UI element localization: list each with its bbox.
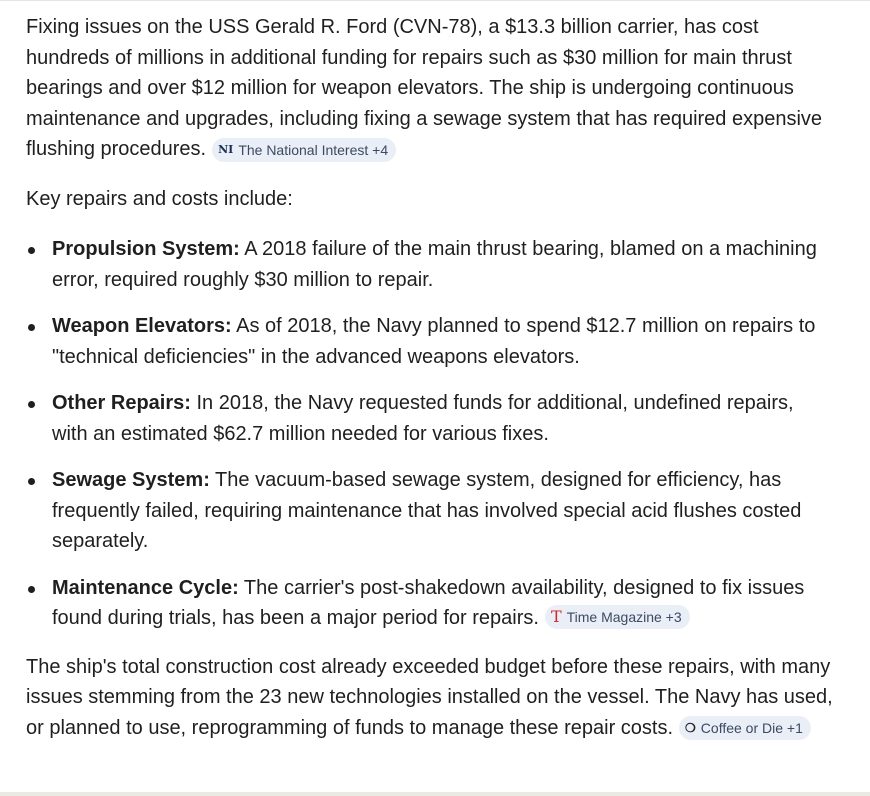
answer-content [26,12,834,743]
coffee-or-die-icon: ❍ [685,720,696,735]
time-magazine-icon: T [550,607,562,626]
national-interest-icon: NI [218,143,234,156]
list-item-text: The vacuum-based sewage system, designed for efficiency, has frequently failed, requiring maintenance that has involved special acid flushes costed separately. [52,469,802,552]
list-item-title: Propulsion System: [52,238,240,260]
list-item-text: A 2018 failure of the main thrust bearing, blamed on a machining error, required roughly $30 million to repair. [52,238,817,291]
source-chip-time-magazine[interactable] [545,605,690,629]
list-item-text: The carrier's post-shakedown availability, designed to fix issues found during trials, has been a major period for repairs. [52,576,805,629]
list-item-title: Maintenance Cycle: [52,576,239,599]
intro-paragraph [26,12,834,165]
source-chip-label: The National Interest +4 [238,141,389,158]
list-item-title: Other Repairs: [52,392,191,414]
source-chip-coffee-or-die[interactable] [679,716,811,740]
list-item-maintenance [52,573,834,634]
list-item-propulsion [52,234,834,295]
bottom-bar [0,792,870,796]
list-lead: Key repairs and costs include: [26,187,293,210]
source-chip-label: Time Magazine +3 [566,609,682,625]
list-item-sewage [52,465,834,557]
closing-text: The ship's total construction cost already exceeded budget before these repairs, with many issues stemming from the 23 new technologies installed on the vessel. The Navy has used, or planned to use, reprogramming of funds to manage these repair costs. [26,655,833,739]
source-chip-national-interest[interactable] [212,138,396,162]
intro-text: Fixing issues on the USS Gerald R. Ford (CVN-78), a $13.3 billion carrier, has cost hundreds of millions in additional funding for repairs such as $30 million for main thrust bearings and over $12 million for weapon elevators. The ship is undergoing continuous maintenance and upgrades, including fixing a sewage system that has required expensive flushing procedures. [26,16,823,160]
repairs-list [26,234,834,634]
list-item-text: As of 2018, the Navy planned to spend $12.7 million on repairs to "technical deficiencies" in the advanced weapons elevators. [52,315,816,368]
top-divider [0,0,870,1]
list-item-text: In 2018, the Navy requested funds for additional, undefined repairs, with an estimated $62.7 million needed for various fixes. [52,392,794,445]
list-item-other-repairs [52,388,834,449]
list-item-title: Weapon Elevators: [52,315,232,337]
list-item-title: Sewage System: [52,469,210,491]
source-chip-label: Coffee or Die +1 [700,719,803,736]
list-item-weapon-elevators [52,311,834,372]
closing-paragraph [26,652,834,744]
